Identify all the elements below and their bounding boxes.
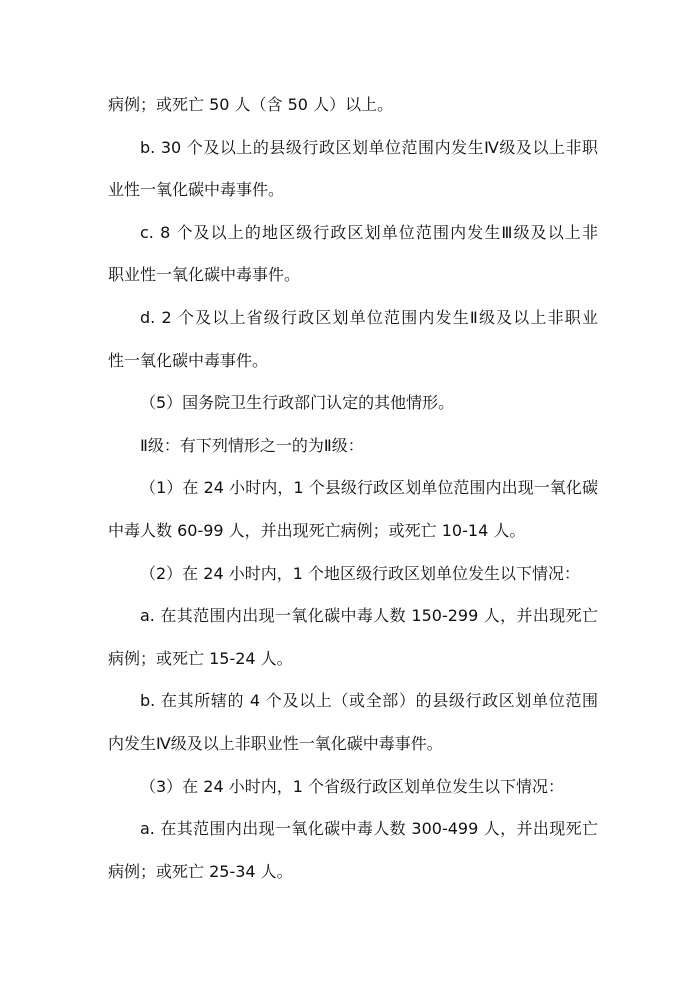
paragraph-line: 职业性一氧化碳中毒事件。 — [108, 265, 301, 285]
paragraph-line: （1）在 24 小时内，1 个县级行政区划单位范围内出现一氧化碳 — [140, 478, 598, 498]
document-body — [108, 84, 598, 893]
paragraph-line: 业性一氧化碳中毒事件。 — [108, 180, 285, 200]
paragraph-line: 中毒人数 60-99 人，并出现死亡病例；或死亡 10-14 人。 — [108, 520, 526, 540]
paragraph-line: 性一氧化碳中毒事件。 — [108, 350, 269, 370]
section-heading: Ⅱ级：有下列情形之一的为Ⅱ级： — [140, 435, 364, 455]
paragraph-line: 病例；或死亡 50 人（含 50 人）以上。 — [108, 95, 394, 114]
paragraph-line: （5）国务院卫生行政部门认定的其他情形。 — [140, 393, 455, 413]
paragraph-line: a. 在其范围内出现一氧化碳中毒人数 150-299 人，并出现死亡 — [140, 606, 598, 626]
paragraph-line: 病例；或死亡 15-24 人。 — [108, 648, 293, 668]
paragraph-line: 内发生Ⅳ级及以上非职业性一氧化碳中毒事件。 — [108, 733, 443, 753]
paragraph-line: （2）在 24 小时内，1 个地区级行政区划单位发生以下情况： — [140, 563, 580, 583]
paragraph-line: c. 8 个及以上的地区级行政区划单位范围内发生Ⅲ级及以上非 — [140, 222, 598, 242]
paragraph-line: d. 2 个及以上省级行政区划单位范围内发生Ⅱ级及以上非职业 — [140, 307, 598, 327]
paragraph-line: （3）在 24 小时内，1 个省级行政区划单位发生以下情况： — [140, 776, 564, 796]
paragraph-line: b. 30 个及以上的县级行政区划单位范围内发生Ⅳ级及以上非职 — [140, 137, 598, 157]
paragraph-line: 病例；或死亡 25-34 人。 — [108, 861, 293, 881]
paragraph-line: a. 在其范围内出现一氧化碳中毒人数 300-499 人，并出现死亡 — [140, 819, 598, 839]
paragraph-line: b. 在其所辖的 4 个及以上（或全部）的县级行政区划单位范围 — [140, 691, 598, 711]
